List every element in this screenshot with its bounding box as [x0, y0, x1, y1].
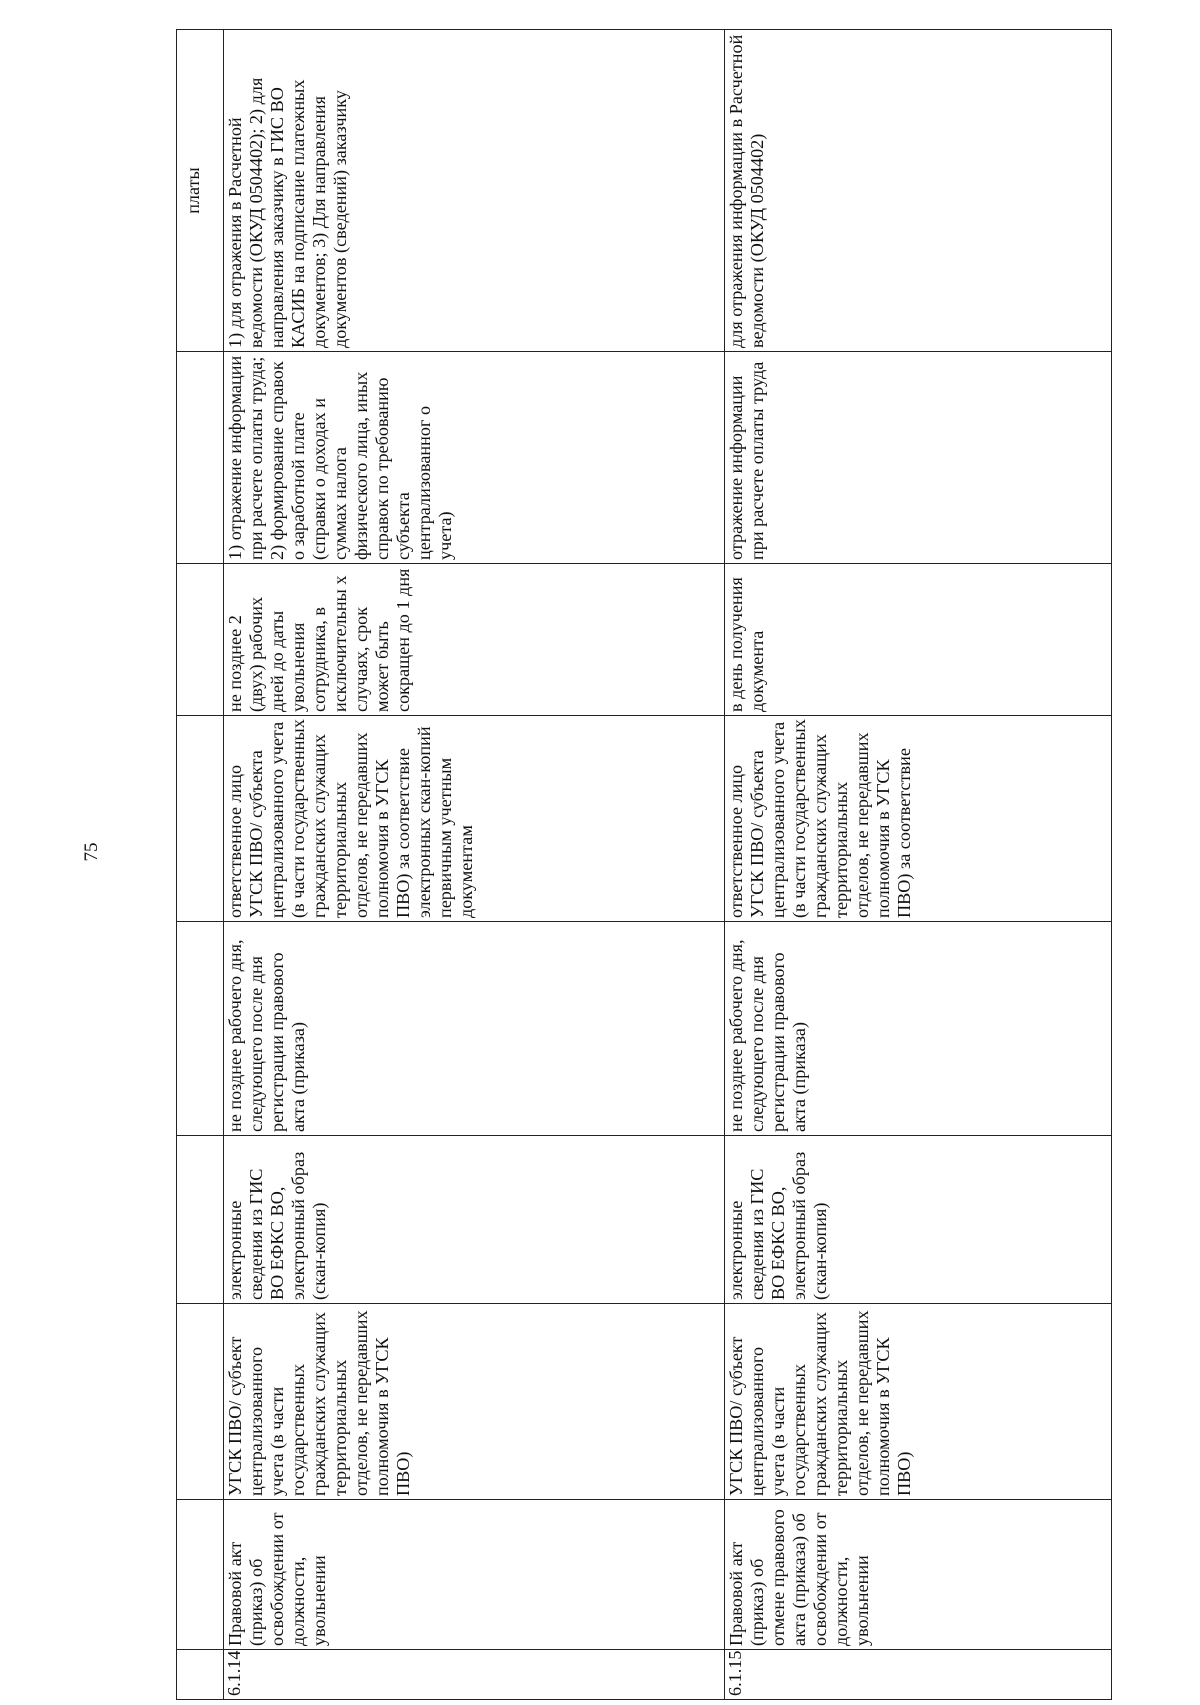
usage-note: для отражения информации в Расчетной ведомости (ОКУД 0504402)	[725, 30, 1112, 352]
document-creator: УГСК ПВО/ субъект централизованного учета (в части государственных гражданских служащих территориальных отделов, не передавших полномочия в УГСК ПВО)	[224, 1304, 725, 1500]
table-header-continuation	[177, 30, 224, 1700]
header-cell	[177, 1650, 224, 1700]
row-number: 6.1.15	[725, 1650, 1112, 1700]
responsible-person: ответственное лицо УГСК ПВО/ субъекта централизованного учета (в части государственных гражданских служащих территориальных отделов, не передавших полномочия в УГСК ПВО) за соответствие электронных скан-копий первичным учетным документам	[224, 716, 725, 922]
document-creator: УГСК ПВО/ субъект централизованного учета (в части государственных гражданских служащих территориальных отделов, не передавших полномочия в УГСК ПВО)	[725, 1304, 1112, 1500]
header-cell	[177, 922, 224, 1136]
table-row	[224, 30, 725, 1700]
header-cell	[177, 1304, 224, 1500]
header-cell	[177, 1500, 224, 1650]
submission-deadline: не позднее 2 (двух) рабочих дней до даты увольнения сотрудника, в исключительны х случаях, срок может быть сокращен до 1 дня	[224, 564, 725, 716]
row-number: 6.1.14	[224, 1650, 725, 1700]
document-name: Правовой акт (приказ) об отмене правового акта (приказа) об освобождении от должности, увольнении	[725, 1500, 1112, 1650]
processing-purpose: отражение информации при расчете оплаты труда	[725, 352, 1112, 564]
document-table	[176, 29, 1112, 1700]
creation-deadline: не позднее рабочего дня, следующего после дня регистрации правового акта (приказа)	[224, 922, 725, 1136]
submission-deadline: в день получения документа	[725, 564, 1112, 716]
processing-purpose: 1) отражение информации при расчете оплаты труда; 2) формирование справок о заработной плате (справки о доходах и суммах налога физического лица, иных справок по требованию субъекта централизованног о учета)	[224, 352, 725, 564]
table-row	[725, 30, 1112, 1700]
document-name: Правовой акт (приказ) об освобождении от должности, увольнении	[224, 1500, 725, 1650]
header-cell-note: платы	[177, 30, 224, 352]
creation-deadline: не позднее рабочего дня, следующего после дня регистрации правового акта (приказа)	[725, 922, 1112, 1136]
header-cell	[177, 564, 224, 716]
header-cell	[177, 1136, 224, 1304]
header-cell	[177, 352, 224, 564]
document-format: электронные сведения из ГИС ВО ЕФКС ВО, электронный образ (скан-копия)	[725, 1136, 1112, 1304]
document-format: электронные сведения из ГИС ВО ЕФКС ВО, электронный образ (скан-копия)	[224, 1136, 725, 1304]
page-number: 75	[81, 842, 102, 862]
document-table-rotated	[176, 30, 1112, 1700]
usage-note: 1) для отражения в Расчетной ведомости (ОКУД 0504402); 2) для направления заказчику в ГИС ВО КАСИБ на подписание платежных документов; 3) Для направления документов (сведений) заказчику	[224, 30, 725, 352]
header-cell	[177, 716, 224, 922]
responsible-person: ответственное лицо УГСК ПВО/ субъекта централизованного учета (в части государственных гражданских служащих территориальных отделов, не передавших полномочия в УГСК ПВО) за соответствие	[725, 716, 1112, 922]
